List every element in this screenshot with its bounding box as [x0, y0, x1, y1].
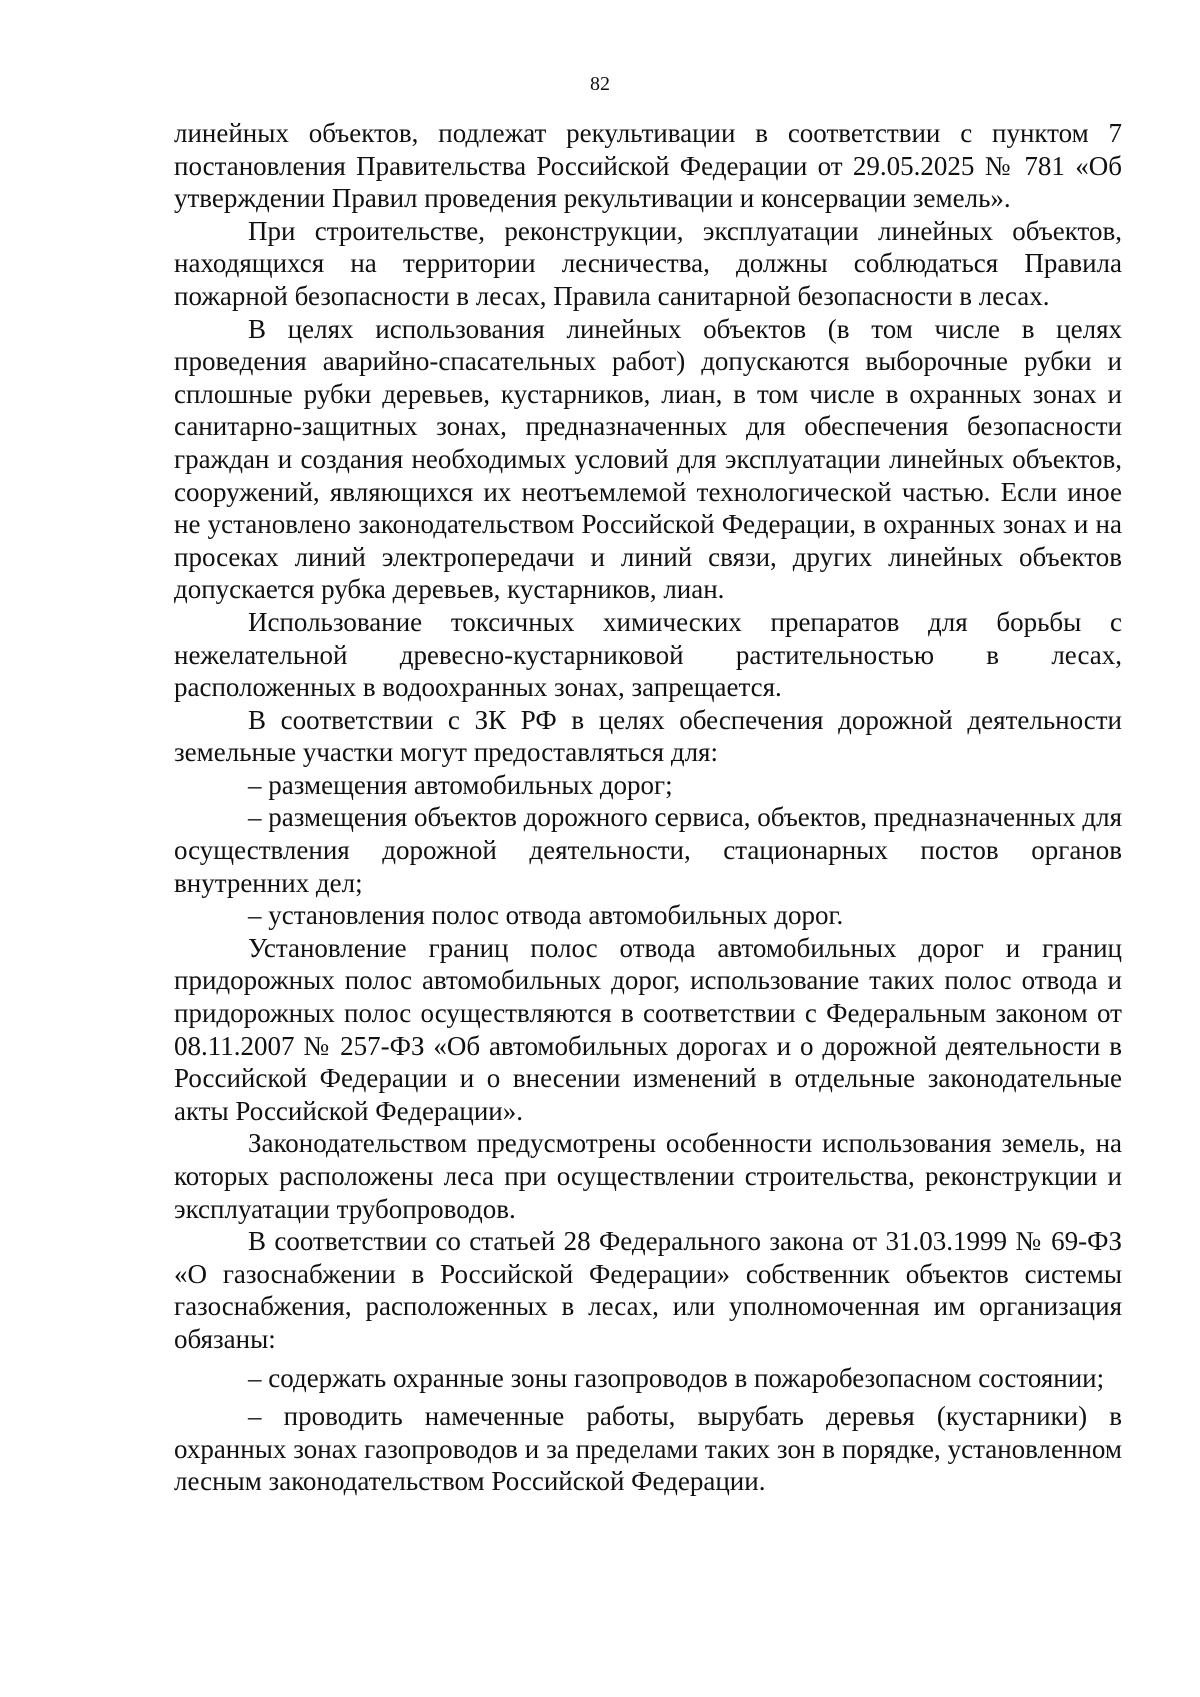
list-item-protection-zones: – содержать охранные зоны газопроводов в пожаробезопасном состоянии; [248, 1362, 1105, 1393]
paragraph-toxic-chemicals: Использование токсичных химических препаратов для борьбы с нежелательной древесно-кустарниковой растительностью в лесах, расположенных в водоохранных зонах, запрещается. [174, 606, 1122, 703]
paragraph-fire-safety: При строительстве, реконструкции, эксплуатации линейных объектов, находящихся на территории лесничества, должны соблюдаться Правила пожарной безопасности в лесах, Правила санитарной безопасности в лесах. [174, 215, 1122, 311]
paragraph-boundaries: Установление границ полос отвода автомобильных дорог и границ придорожных полос автомобильных дорог, использование таких полос отвода и придорожных полос осуществляются в соответствии с Федеральным законом от 08.11.2007 № 257-ФЗ «Об автомобильных дорогах и о дорожной деятельности в Российской Федерации и о внесении изменений в отдельные законодательные акты Российской Федерации». [174, 932, 1122, 1126]
page-number: 82 [590, 73, 610, 95]
document-body [174, 117, 1122, 1498]
list-item-tree-cutting: – проводить намеченные работы, вырубать деревья (кустарники) в охранных зонах газопроводов и за пределами таких зон в порядке, установленном лесным законодательством Российской Федерации. [174, 1401, 1122, 1497]
paragraph-road-activity: В соответствии с ЗК РФ в целях обеспечения дорожной деятельности земельные участки могут предоставляться для: [174, 704, 1122, 768]
paragraph-continuation: линейных объектов, подлежат рекультивации в соответствии с пунктом 7 постановления Правительства Российской Федерации от 29.05.2025 № 781 «Об утверждении Правил проведения рекультивации и консервации земель». [174, 118, 1122, 214]
list-item-right-of-way: – установления полос отвода автомобильных дорог. [248, 900, 844, 931]
list-item-road-service: – размещения объектов дорожного сервиса, объектов, предназначенных для осуществления дорожной деятельности, стационарных постов органов внутренних дел; [174, 802, 1122, 898]
paragraph-pipelines: Законодательством предусмотрены особенности использования земель, на которых расположены леса при осуществлении строительства, реконструкции и эксплуатации трубопроводов. [174, 1128, 1122, 1224]
list-item-roads: – размещения автомобильных дорог; [248, 769, 673, 800]
paragraph-felling: В целях использования линейных объектов (в том числе в целях проведения аварийно-спасательных работ) допускаются выборочные рубки и сплошные рубки деревьев, кустарников, лиан, в том числе в охранных зонах и санитарно-защитных зонах, предназначенных для обеспечения безопасности граждан и создания необходимых условий для эксплуатации линейных объектов, сооружений, являющихся их неотъемлемой технологической частью. Если иное не установлено законодательством Российской Федерации, в охранных зонах и на просеках линий электропередачи и линий связи, других линейных объектов допускается рубка деревьев, кустарников, лиан. [174, 313, 1122, 605]
paragraph-gas-supply: В соответствии со статьей 28 Федерального закона от 31.03.1999 № 69-ФЗ «О газоснабжении в Российской Федерации» собственник объектов системы газоснабжения, расположенных в лесах, или уполномоченная им организация обязаны: [174, 1226, 1122, 1354]
